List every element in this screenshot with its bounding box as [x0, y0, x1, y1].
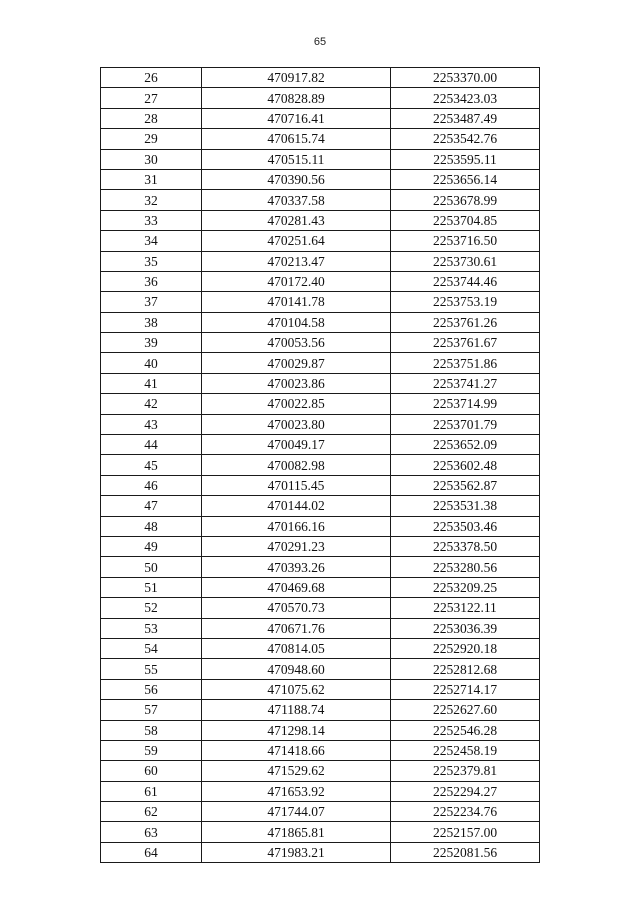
y-coordinate-cell: 2253704.85: [391, 210, 540, 230]
y-coordinate-cell: 2253122.11: [391, 598, 540, 618]
table-row: [101, 414, 540, 434]
y-coordinate-cell: 2252920.18: [391, 638, 540, 658]
table-row: [101, 455, 540, 475]
y-coordinate-cell: 2253714.99: [391, 394, 540, 414]
table-row: [101, 842, 540, 862]
point-number-cell: 62: [101, 802, 202, 822]
table-row: [101, 720, 540, 740]
y-coordinate-cell: 2252458.19: [391, 740, 540, 760]
y-coordinate-cell: 2252627.60: [391, 700, 540, 720]
table-row: [101, 251, 540, 271]
table-row: [101, 312, 540, 332]
table-row: [101, 353, 540, 373]
table-row: [101, 536, 540, 556]
y-coordinate-cell: 2252546.28: [391, 720, 540, 740]
x-coordinate-cell: 470213.47: [202, 251, 391, 271]
point-number-cell: 33: [101, 210, 202, 230]
point-number-cell: 32: [101, 190, 202, 210]
y-coordinate-cell: 2253701.79: [391, 414, 540, 434]
y-coordinate-cell: 2253761.67: [391, 333, 540, 353]
x-coordinate-cell: 471418.66: [202, 740, 391, 760]
x-coordinate-cell: 470022.85: [202, 394, 391, 414]
y-coordinate-cell: 2253209.25: [391, 577, 540, 597]
x-coordinate-cell: 470570.73: [202, 598, 391, 618]
y-coordinate-cell: 2252234.76: [391, 802, 540, 822]
x-coordinate-cell: 470281.43: [202, 210, 391, 230]
y-coordinate-cell: 2253503.46: [391, 516, 540, 536]
y-coordinate-cell: 2253378.50: [391, 536, 540, 556]
x-coordinate-cell: 470948.60: [202, 659, 391, 679]
point-number-cell: 60: [101, 761, 202, 781]
x-coordinate-cell: 470291.23: [202, 536, 391, 556]
table-row: [101, 373, 540, 393]
table-row: [101, 577, 540, 597]
x-coordinate-cell: 470390.56: [202, 169, 391, 189]
x-coordinate-cell: 470082.98: [202, 455, 391, 475]
x-coordinate-cell: 471653.92: [202, 781, 391, 801]
table-row: [101, 394, 540, 414]
point-number-cell: 31: [101, 169, 202, 189]
y-coordinate-cell: 2253370.00: [391, 68, 540, 88]
y-coordinate-cell: 2252294.27: [391, 781, 540, 801]
x-coordinate-cell: 470172.40: [202, 271, 391, 291]
x-coordinate-cell: 470671.76: [202, 618, 391, 638]
page-number: 65: [313, 36, 327, 48]
table-row: [101, 129, 540, 149]
y-coordinate-cell: 2252714.17: [391, 679, 540, 699]
table-row: [101, 638, 540, 658]
x-coordinate-cell: 470814.05: [202, 638, 391, 658]
x-coordinate-cell: 470023.86: [202, 373, 391, 393]
x-coordinate-cell: 470144.02: [202, 496, 391, 516]
point-number-cell: 64: [101, 842, 202, 862]
x-coordinate-cell: 470828.89: [202, 88, 391, 108]
y-coordinate-cell: 2253542.76: [391, 129, 540, 149]
x-coordinate-cell: 470104.58: [202, 312, 391, 332]
table-row: [101, 802, 540, 822]
x-coordinate-cell: 470917.82: [202, 68, 391, 88]
point-number-cell: 63: [101, 822, 202, 842]
y-coordinate-cell: 2252379.81: [391, 761, 540, 781]
y-coordinate-cell: 2253602.48: [391, 455, 540, 475]
point-number-cell: 55: [101, 659, 202, 679]
point-number-cell: 61: [101, 781, 202, 801]
table-row: [101, 149, 540, 169]
table-row: [101, 761, 540, 781]
table-row: [101, 557, 540, 577]
point-number-cell: 48: [101, 516, 202, 536]
point-number-cell: 59: [101, 740, 202, 760]
point-number-cell: 47: [101, 496, 202, 516]
x-coordinate-cell: 470141.78: [202, 292, 391, 312]
table-row: [101, 169, 540, 189]
point-number-cell: 35: [101, 251, 202, 271]
point-number-cell: 27: [101, 88, 202, 108]
y-coordinate-cell: 2253562.87: [391, 475, 540, 495]
y-coordinate-cell: 2253487.49: [391, 108, 540, 128]
table-row: [101, 333, 540, 353]
table-row: [101, 516, 540, 536]
x-coordinate-cell: 470393.26: [202, 557, 391, 577]
coordinate-table: [100, 67, 540, 863]
point-number-cell: 42: [101, 394, 202, 414]
table-row: [101, 598, 540, 618]
table-row: [101, 679, 540, 699]
point-number-cell: 51: [101, 577, 202, 597]
y-coordinate-cell: 2253036.39: [391, 618, 540, 638]
y-coordinate-cell: 2253730.61: [391, 251, 540, 271]
point-number-cell: 29: [101, 129, 202, 149]
point-number-cell: 40: [101, 353, 202, 373]
y-coordinate-cell: 2253423.03: [391, 88, 540, 108]
table-row: [101, 618, 540, 638]
table-row: [101, 700, 540, 720]
y-coordinate-cell: 2253716.50: [391, 231, 540, 251]
x-coordinate-cell: 470023.80: [202, 414, 391, 434]
table-row: [101, 781, 540, 801]
table-row: [101, 108, 540, 128]
point-number-cell: 39: [101, 333, 202, 353]
x-coordinate-cell: 471075.62: [202, 679, 391, 699]
y-coordinate-cell: 2253280.56: [391, 557, 540, 577]
y-coordinate-cell: 2252081.56: [391, 842, 540, 862]
x-coordinate-cell: 470029.87: [202, 353, 391, 373]
table-row: [101, 231, 540, 251]
x-coordinate-cell: 470469.68: [202, 577, 391, 597]
x-coordinate-cell: 470716.41: [202, 108, 391, 128]
table-row: [101, 210, 540, 230]
x-coordinate-cell: 470166.16: [202, 516, 391, 536]
point-number-cell: 26: [101, 68, 202, 88]
table-row: [101, 190, 540, 210]
point-number-cell: 37: [101, 292, 202, 312]
point-number-cell: 57: [101, 700, 202, 720]
table-row: [101, 435, 540, 455]
x-coordinate-cell: 471188.74: [202, 700, 391, 720]
point-number-cell: 58: [101, 720, 202, 740]
x-coordinate-cell: 471529.62: [202, 761, 391, 781]
y-coordinate-cell: 2253751.86: [391, 353, 540, 373]
point-number-cell: 36: [101, 271, 202, 291]
point-number-cell: 38: [101, 312, 202, 332]
table-row: [101, 88, 540, 108]
table-row: [101, 659, 540, 679]
point-number-cell: 43: [101, 414, 202, 434]
y-coordinate-cell: 2253753.19: [391, 292, 540, 312]
point-number-cell: 49: [101, 536, 202, 556]
x-coordinate-cell: 471865.81: [202, 822, 391, 842]
point-number-cell: 44: [101, 435, 202, 455]
x-coordinate-cell: 470053.56: [202, 333, 391, 353]
y-coordinate-cell: 2253761.26: [391, 312, 540, 332]
table-row: [101, 496, 540, 516]
point-number-cell: 50: [101, 557, 202, 577]
x-coordinate-cell: 471744.07: [202, 802, 391, 822]
table-row: [101, 475, 540, 495]
x-coordinate-cell: 471298.14: [202, 720, 391, 740]
point-number-cell: 34: [101, 231, 202, 251]
y-coordinate-cell: 2252157.00: [391, 822, 540, 842]
table-row: [101, 271, 540, 291]
x-coordinate-cell: 470615.74: [202, 129, 391, 149]
point-number-cell: 28: [101, 108, 202, 128]
x-coordinate-cell: 470515.11: [202, 149, 391, 169]
y-coordinate-cell: 2253678.99: [391, 190, 540, 210]
table-row: [101, 822, 540, 842]
point-number-cell: 46: [101, 475, 202, 495]
coordinate-table-body: [101, 68, 540, 863]
point-number-cell: 53: [101, 618, 202, 638]
x-coordinate-cell: 470251.64: [202, 231, 391, 251]
point-number-cell: 45: [101, 455, 202, 475]
y-coordinate-cell: 2252812.68: [391, 659, 540, 679]
point-number-cell: 52: [101, 598, 202, 618]
y-coordinate-cell: 2253595.11: [391, 149, 540, 169]
table-row: [101, 68, 540, 88]
point-number-cell: 41: [101, 373, 202, 393]
point-number-cell: 56: [101, 679, 202, 699]
table-row: [101, 740, 540, 760]
y-coordinate-cell: 2253744.46: [391, 271, 540, 291]
y-coordinate-cell: 2253652.09: [391, 435, 540, 455]
x-coordinate-cell: 470337.58: [202, 190, 391, 210]
table-row: [101, 292, 540, 312]
y-coordinate-cell: 2253656.14: [391, 169, 540, 189]
x-coordinate-cell: 470115.45: [202, 475, 391, 495]
y-coordinate-cell: 2253741.27: [391, 373, 540, 393]
y-coordinate-cell: 2253531.38: [391, 496, 540, 516]
point-number-cell: 54: [101, 638, 202, 658]
point-number-cell: 30: [101, 149, 202, 169]
x-coordinate-cell: 470049.17: [202, 435, 391, 455]
x-coordinate-cell: 471983.21: [202, 842, 391, 862]
